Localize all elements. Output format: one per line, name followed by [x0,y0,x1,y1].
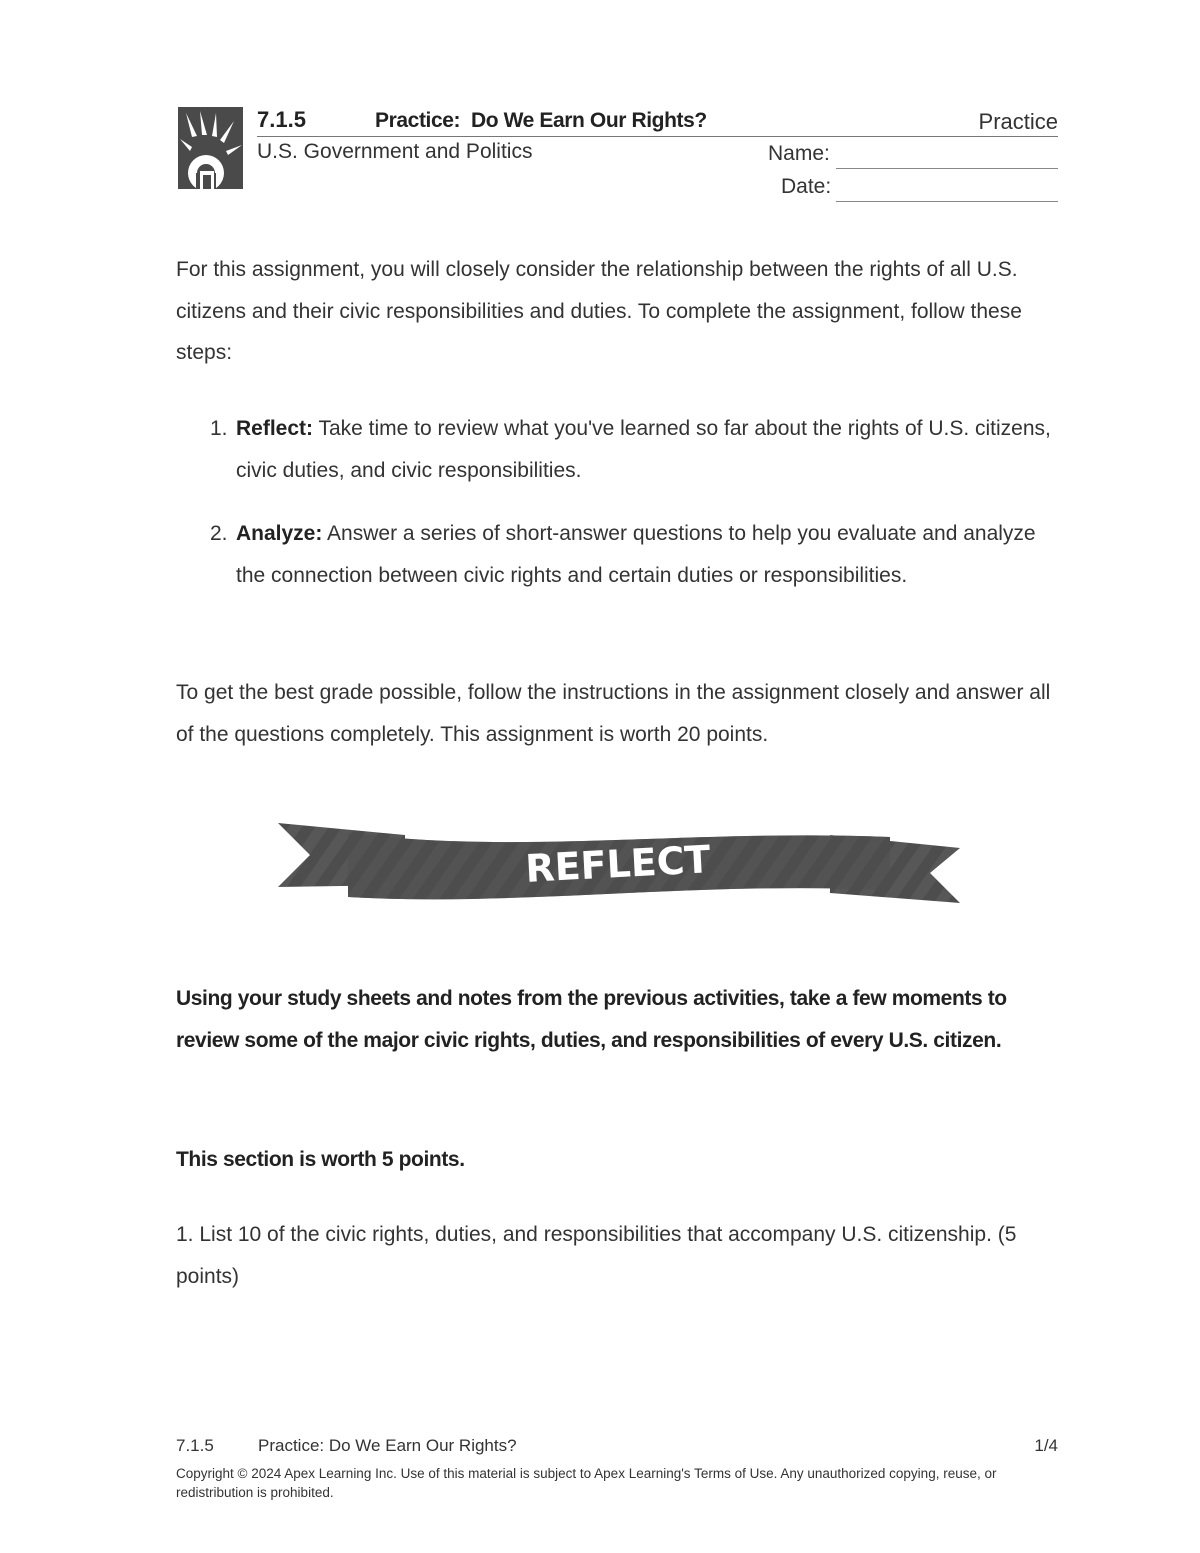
step-label: Reflect: [236,417,314,440]
step-text: Take time to review what you've learned so far about the rights of U.S. citizens, civic duties, and civic responsibilities. [236,417,1051,482]
reflect-banner [270,815,970,910]
document-type-label: Practice [978,109,1058,134]
name-field[interactable] [836,168,1058,169]
list-item [210,513,1060,596]
name-label: Name: [768,142,830,165]
footer-lesson-title: Practice: Do We Earn Our Rights? [258,1436,517,1455]
apex-logo-icon [178,107,243,189]
lesson-title: Practice: Do We Earn Our Rights? [375,109,707,132]
page-number: 1/4 [1034,1436,1058,1455]
intro-paragraph: For this assignment, you will closely consider the relationship between the rights of all U.S. citizens and their civic responsibilities and duties. To complete the assignment, follow these steps: [176,258,1022,364]
copyright-notice: Copyright © 2024 Apex Learning Inc. Use of this material is subject to Apex Learning's Terms of Use. Any unauthorized copying, reuse, or redistribution is prohibited. [176,1466,997,1500]
date-field[interactable] [836,201,1058,202]
banner-text: REFLECT [524,837,712,891]
closing-paragraph: To get the best grade possible, follow the instructions in the assignment closely and answer all of the questions completely. This assignment is worth 20 points. [176,681,1051,746]
question-1: 1. List 10 of the civic rights, duties, and responsibilities that accompany U.S. citizenship. (5 points) [176,1223,1017,1288]
step-label: Analyze: [236,522,323,545]
lesson-number: 7.1.5 [257,107,306,132]
header-divider [257,136,1058,137]
footer-lesson-number: 7.1.5 [176,1436,214,1455]
reflect-instructions: Using your study sheets and notes from the previous activities, take a few moments to review some of the major civic rights, duties, and responsibilities of every U.S. citizen. [176,987,1007,1052]
course-name: U.S. Government and Politics [257,140,533,163]
step-number: 1. [210,417,228,440]
step-text: Answer a series of short-answer questions to help you evaluate and analyze the connection between civic rights and certain duties or responsibilities. [236,522,1036,587]
list-item [210,408,1060,491]
step-number: 2. [210,522,228,545]
date-label: Date: [781,175,832,198]
section-points: This section is worth 5 points. [176,1148,465,1171]
steps-list [210,408,1060,618]
